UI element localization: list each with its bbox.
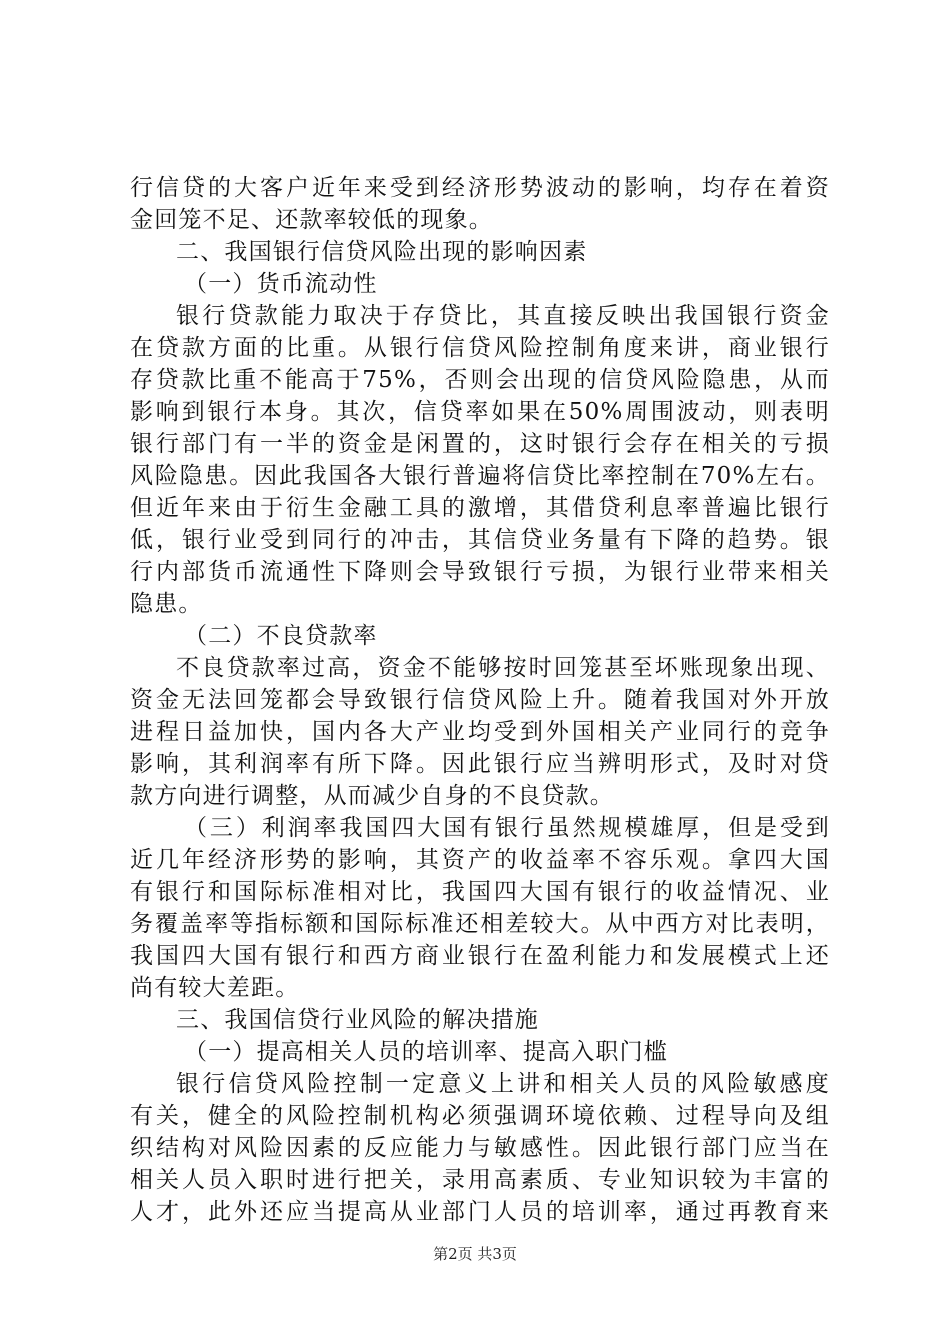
text-line: 尚有较大差距。 <box>130 975 300 1001</box>
page-footer: 第2页 共3页 <box>433 1245 517 1263</box>
text-line: 在贷款方面的比重。从银行信贷风险控制角度来讲，商业银行 <box>130 335 830 361</box>
text-line: 务覆盖率等指标额和国际标准还相差较大。从中西方对比表明， <box>130 911 830 937</box>
text-line: 有银行和国际标准相对比，我国四大国有银行的收益情况、业 <box>130 879 830 905</box>
subsection-heading: （一）提高相关人员的培训率、提高入职门槛 <box>184 1039 668 1065</box>
text-line: 资金无法回笼都会导致银行信贷风险上升。随着我国对外开放 <box>130 687 830 713</box>
text-line: 织结构对风险因素的反应能力与敏感性。因此银行部门应当在 <box>130 1135 830 1161</box>
text-line: 款方向进行调整，从而减少自身的不良贷款。 <box>130 783 614 809</box>
text-line: 行信贷的大客户近年来受到经济形势波动的影响，均存在着资 <box>130 175 830 201</box>
text-line: 人才，此外还应当提高从业部门人员的培训率，通过再教育来 <box>130 1199 830 1225</box>
text-line: 进程日益加快，国内各大产业均受到外国相关产业同行的竞争 <box>130 719 830 745</box>
text-line: 银行贷款能力取决于存贷比，其直接反映出我国银行资金 <box>176 303 830 329</box>
text-line: 有关，健全的风险控制机构必须强调环境依赖、过程导向及组 <box>130 1103 830 1129</box>
section-heading: 二、我国银行信贷风险出现的影响因素 <box>176 239 588 265</box>
text-line: 影响到银行本身。其次，信贷率如果在50%周围波动，则表明 <box>130 399 830 425</box>
section-heading: 三、我国信贷行业风险的解决措施 <box>176 1007 539 1033</box>
text-line: 我国四大国有银行和西方商业银行在盈利能力和发展模式上还 <box>130 943 830 969</box>
text-line: 近几年经济形势的影响，其资产的收益率不容乐观。拿四大国 <box>130 847 830 873</box>
text-line: 但近年来由于衍生金融工具的激增，其借贷利息率普遍比银行 <box>130 495 830 521</box>
text-line: 银行信贷风险控制一定意义上讲和相关人员的风险敏感度 <box>176 1071 830 1097</box>
text-line: 不良贷款率过高，资金不能够按时回笼甚至坏账现象出现、 <box>176 655 830 681</box>
text-line: 风险隐患。因此我国各大银行普遍将信贷比率控制在70%左右。 <box>130 463 830 489</box>
subsection-heading: （二）不良贷款率 <box>184 623 378 649</box>
text-line: 低，银行业受到同行的冲击，其信贷业务量有下降的趋势。银 <box>130 527 830 553</box>
text-line: 银行部门有一半的资金是闲置的，这时银行会存在相关的亏损 <box>130 431 830 457</box>
document-body <box>130 172 830 1228</box>
text-line: 金回笼不足、还款率较低的现象。 <box>130 207 493 233</box>
text-line: 行内部货币流通性下降则会导致银行亏损，为银行业带来相关 <box>130 559 830 585</box>
text-line: 相关人员入职时进行把关，录用高素质、专业知识较为丰富的 <box>130 1167 830 1193</box>
text-line: 存贷款比重不能高于75%，否则会出现的信贷风险隐患，从而 <box>130 367 830 393</box>
text-line: 影响，其利润率有所下降。因此银行应当辨明形式，及时对贷 <box>130 751 830 777</box>
text-line: 隐患。 <box>130 591 203 617</box>
subsection-heading: （一）货币流动性 <box>184 271 378 297</box>
subsection-heading: （三）利润率我国四大国有银行虽然规模雄厚，但是受到 <box>184 815 830 841</box>
